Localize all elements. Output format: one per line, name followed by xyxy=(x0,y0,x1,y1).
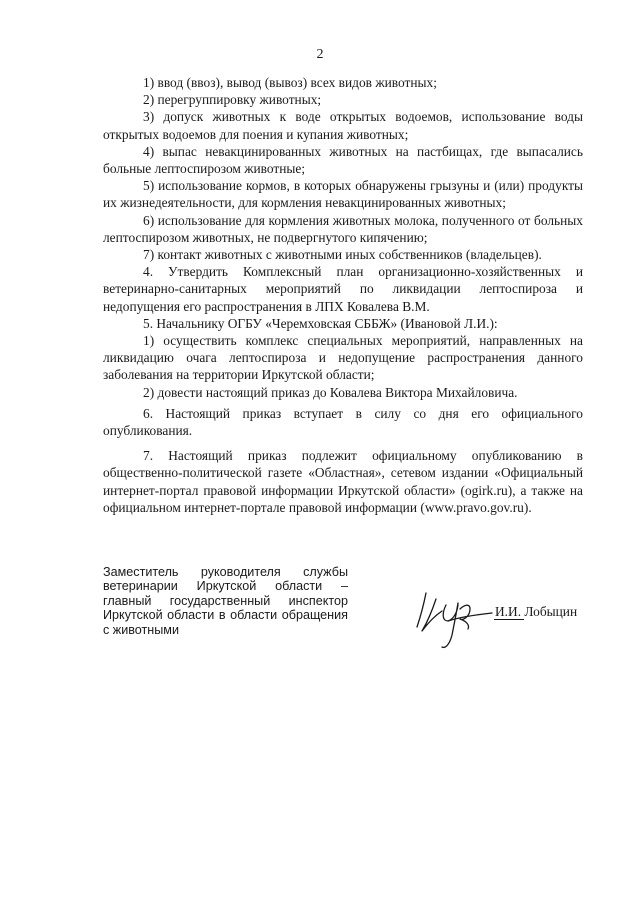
paragraph: 6) использование для кормления животных молока, полученного от больных лептоспирозом животных, не подвергнутого кипячению; xyxy=(103,212,583,245)
document-body xyxy=(103,74,583,516)
signature-line xyxy=(494,619,524,620)
paragraph: 4) выпас невакцинированных животных на пастбищах, где выпасались больные лептоспирозом животные; xyxy=(103,143,583,177)
paragraph: 5) использование кормов, в которых обнаружены грызуны и (или) продукты их жизнедеятельности, для кормления невакцинированных животных; xyxy=(103,178,583,211)
paragraph: 3) допуск животных к воде открытых водоемов, использование воды открытых водоемов для поения и купания животных; xyxy=(103,109,583,142)
paragraph: 5. Начальнику ОГБУ «Черемховская СББЖ» (Ивановой Л.И.): xyxy=(143,315,498,331)
paragraph: 2) довести настоящий приказ до Ковалева Виктора Михайловича. xyxy=(143,384,518,400)
paragraph: 2) перегруппировку животных; xyxy=(143,92,322,108)
paragraph: 6. Настоящий приказ вступает в силу со дня его официального опубликования. xyxy=(103,405,583,439)
paragraph: 4. Утвердить Комплексный план организационно-хозяйственных и ветеринарно-санитарных мероприятий по ликвидации лептоспироза и недопущения его распространения в ЛПХ Ковалева В.М. xyxy=(103,264,583,314)
paragraph: 7. Настоящий приказ подлежит официальному опубликованию в общественно-политической газете «Областная», сетевом издании «Официальный интернет-портал правовой информации Иркутской области» (ogirk.ru), а также на официальном интернет-портале правовой информации (www.pravo.gov.ru). xyxy=(103,448,583,515)
signatory-position: Заместитель руководителя службы ветеринарии Иркутской области – главный государственный инспектор Иркутской области в области обращения с животными xyxy=(103,565,348,637)
signatory-name: И.И. Лобыцин xyxy=(495,604,578,619)
handwritten-signature xyxy=(412,585,502,655)
paragraph: 1) ввод (ввоз), вывод (вывоз) всех видов животных; xyxy=(143,75,437,90)
paragraph: 1) осуществить комплекс специальных мероприятий, направленных на ликвидацию очага лептоспироза и недопущение распространения данного заболевания на территории Иркутской области; xyxy=(103,333,583,383)
page-number: 2 xyxy=(316,47,324,62)
paragraph: 7) контакт животных с животными иных собственников (владельцев). xyxy=(143,247,542,263)
